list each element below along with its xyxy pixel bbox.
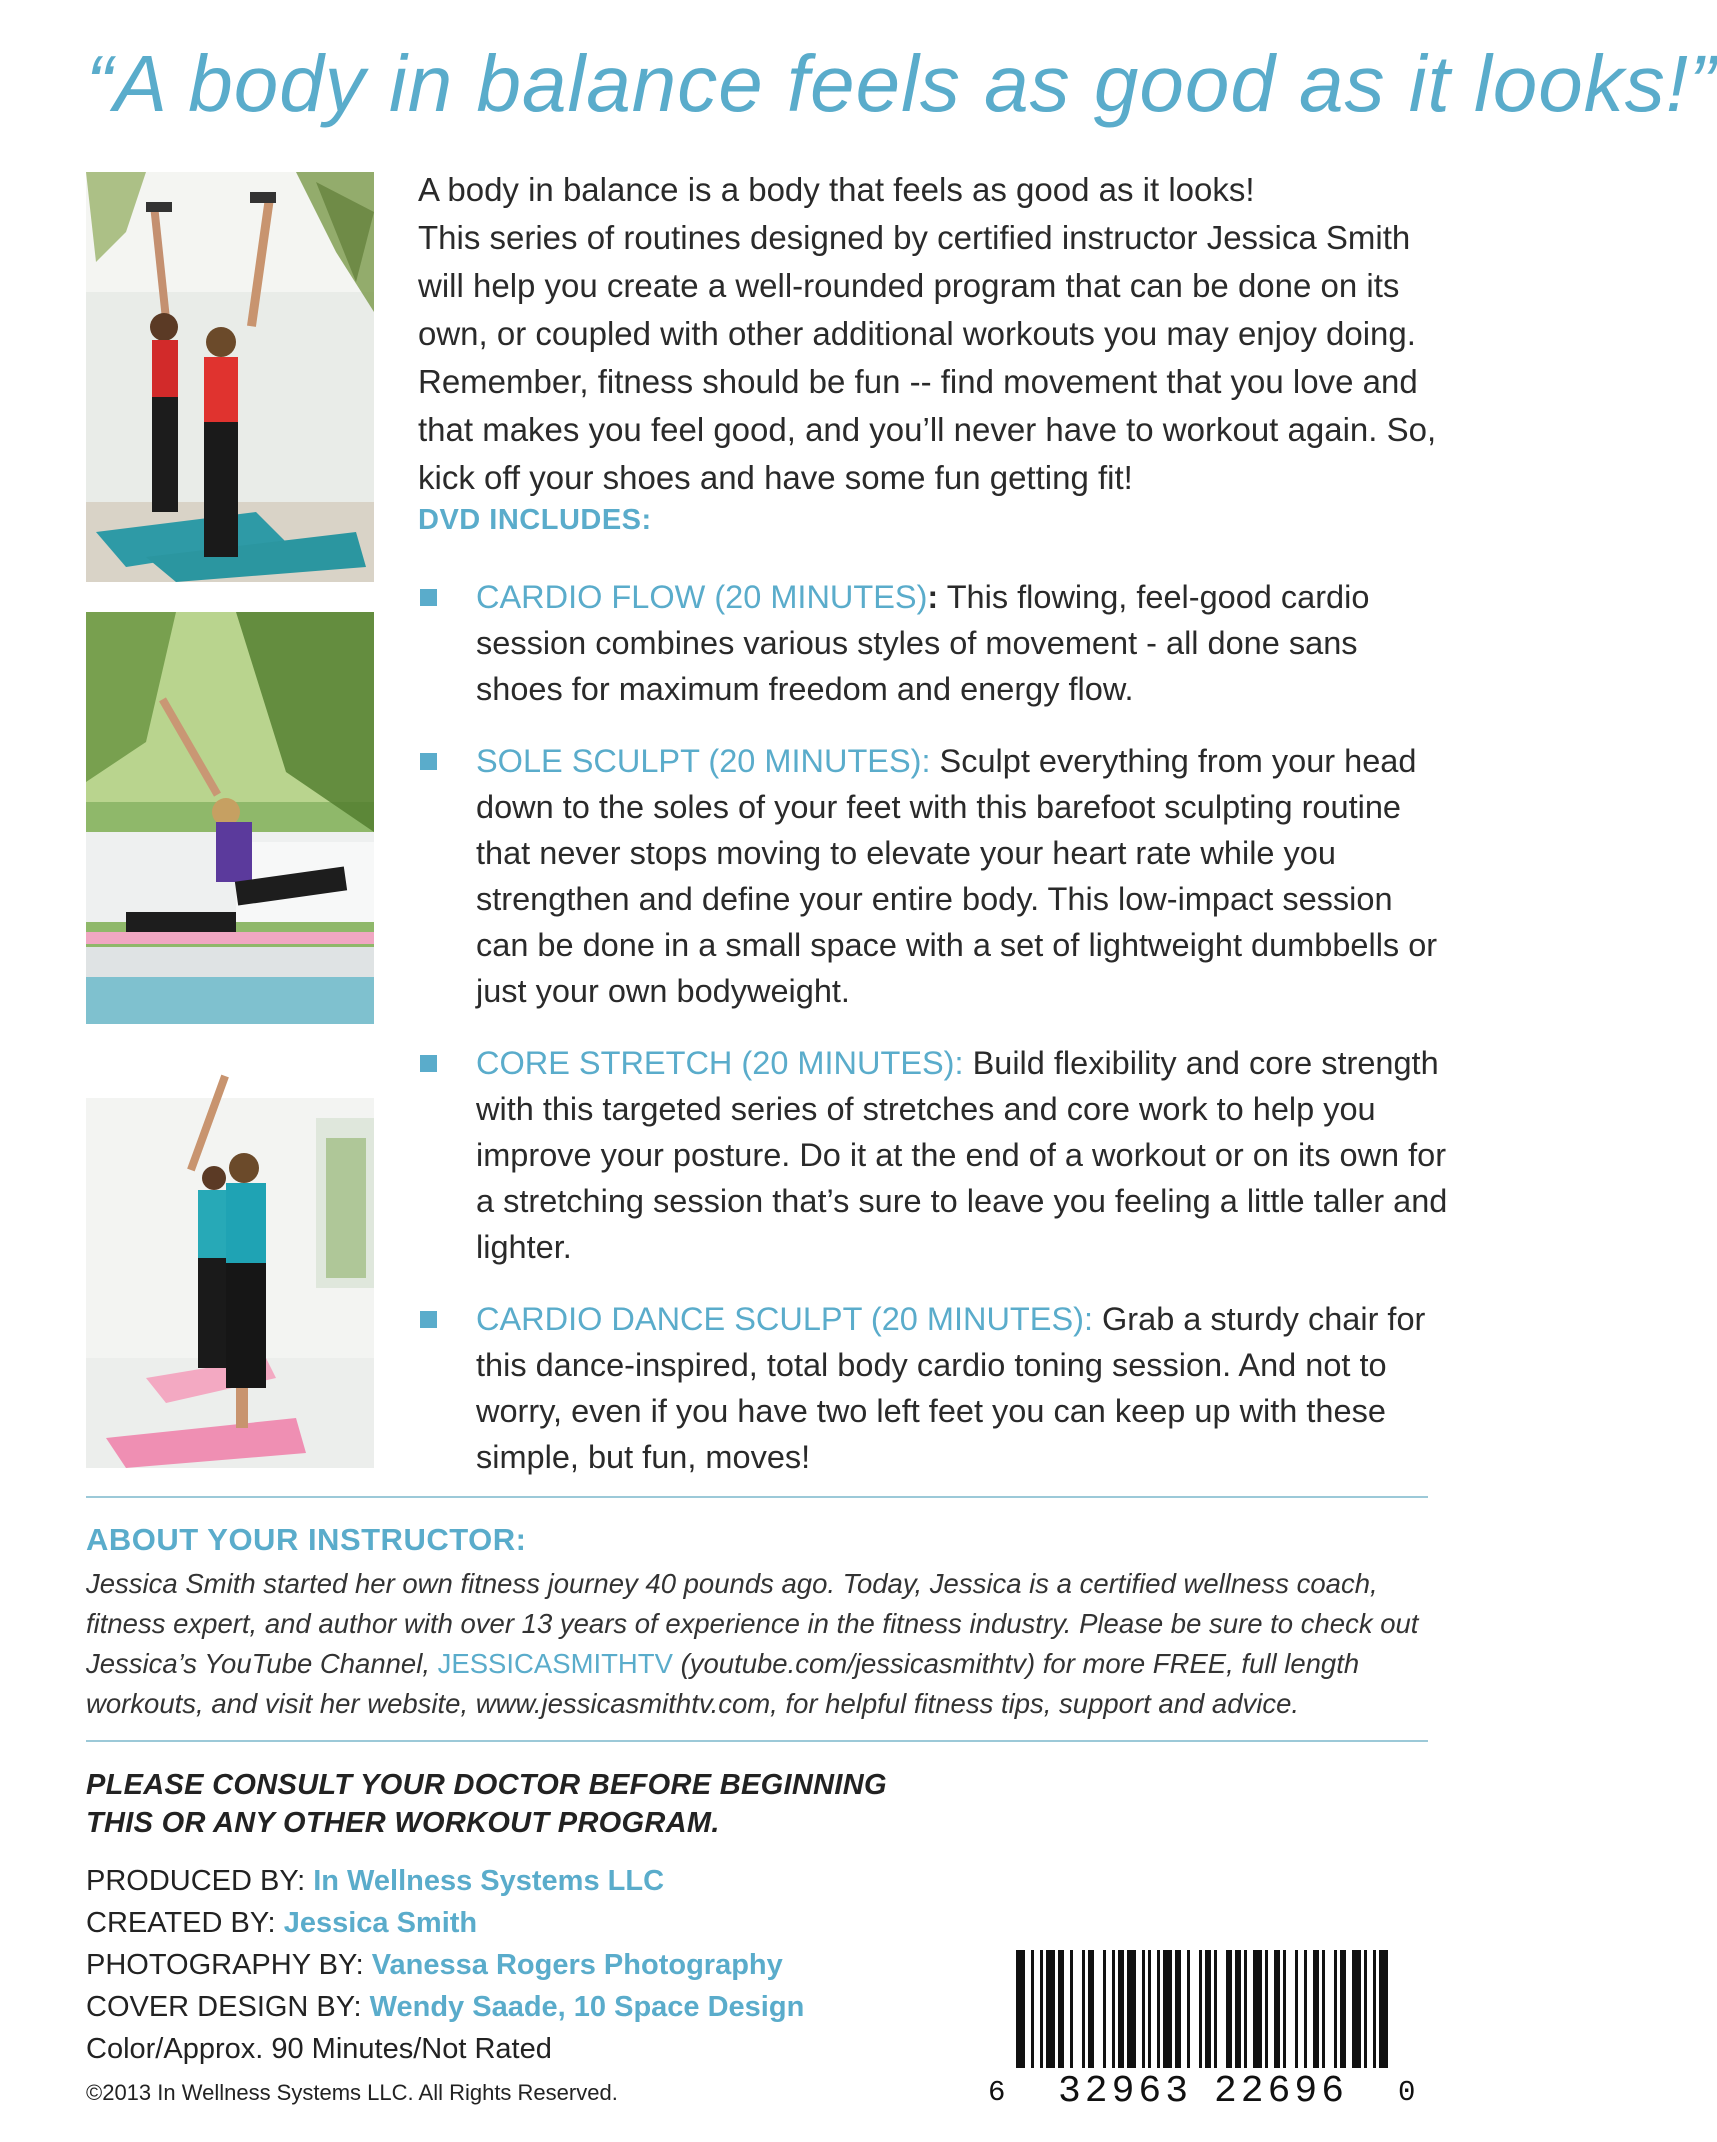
bullet-square-icon bbox=[420, 1311, 437, 1328]
barcode-bar bbox=[1103, 1950, 1106, 2068]
youtube-channel-name: JESSICASMITHTV bbox=[437, 1648, 673, 1679]
bullet-square-icon bbox=[420, 753, 437, 770]
credit-value: Wendy Saade, 10 Space Design bbox=[369, 1991, 805, 2023]
barcode-digits-group-1: 32963 bbox=[1058, 2070, 1193, 2113]
barcode-bar bbox=[1253, 1950, 1262, 2068]
barcode-bar bbox=[1283, 1950, 1286, 2068]
barcode-bars bbox=[1016, 1950, 1388, 2068]
warning-line-2: THIS OR ANY OTHER WORKOUT PROGRAM. bbox=[86, 1807, 720, 1839]
barcode-bar bbox=[1118, 1950, 1124, 2068]
barcode-bar bbox=[1199, 1950, 1202, 2068]
intro-paragraph bbox=[418, 166, 1438, 502]
credit-label: PRODUCED BY: bbox=[86, 1865, 314, 1897]
barcode-bar bbox=[1082, 1950, 1085, 2068]
barcode-bar bbox=[1304, 1950, 1307, 2068]
upc-barcode bbox=[988, 1950, 1428, 2113]
headline: “A body in balance feels as good as it looks!” bbox=[86, 39, 1717, 128]
credit-value: Jessica Smith bbox=[283, 1907, 478, 1939]
bullet-square-icon bbox=[420, 589, 437, 606]
item-text: This flowing, feel-good cardio session combines various styles of movement - all done sans shoes for maximum freedom and energy flow. bbox=[476, 579, 1370, 707]
barcode-bar bbox=[1187, 1950, 1190, 2068]
doctor-consult-warning bbox=[86, 1766, 887, 1842]
barcode-bar bbox=[1148, 1950, 1151, 2068]
barcode-bar bbox=[1112, 1950, 1115, 2068]
barcode-bar bbox=[1157, 1950, 1160, 2068]
divider bbox=[86, 1496, 1428, 1498]
barcode-bar bbox=[1334, 1950, 1337, 2068]
barcode-bar bbox=[1058, 1950, 1064, 2068]
barcode-bar bbox=[1295, 1950, 1298, 2068]
barcode-digit-left: 6 bbox=[988, 2076, 1006, 2109]
dvd-includes-heading: DVD INCLUDES: bbox=[418, 504, 652, 536]
credit-created-by bbox=[86, 1907, 477, 1940]
barcode-bar bbox=[1175, 1950, 1181, 2068]
about-text-after: (youtube.com/jessicasmithtv) for more FREE, full length workouts, and visit her website, www.jessicasmithtv.com, for helpful fitness tips, support and advice. bbox=[86, 1648, 1360, 1719]
item-text: Grab a sturdy chair for this dance-inspired, total body cardio toning session. And not to worry, even if you have two left feet you can keep up with these simple, but fun, moves! bbox=[476, 1301, 1426, 1475]
bullet-square-icon bbox=[420, 1055, 437, 1072]
item-title: SOLE SCULPT (20 MINUTES): bbox=[476, 743, 931, 779]
dvd-item-sole-sculpt bbox=[418, 738, 1448, 1014]
barcode-bar bbox=[1322, 1950, 1325, 2068]
runtime-rating: Color/Approx. 90 Minutes/Not Rated bbox=[86, 2033, 552, 2065]
dvd-item-core-stretch bbox=[418, 1040, 1448, 1270]
credit-value: Vanessa Rogers Photography bbox=[371, 1949, 783, 1981]
credit-label: COVER DESIGN BY: bbox=[86, 1991, 370, 2023]
barcode-bar bbox=[1364, 1950, 1367, 2068]
intro-line-2: This series of routines designed by certified instructor Jessica Smith will help you create a well-rounded program that can be done on its own, or coupled with other additional workouts you may enjoy doing. Remember, fitness should be fun -- find movement that you love and that makes you feel good, and you’ll never have to workout again. So, kick off your shoes and have some fun getting fit! bbox=[418, 219, 1437, 496]
barcode-bar bbox=[1244, 1950, 1247, 2068]
credit-value: In Wellness Systems LLC bbox=[313, 1865, 665, 1897]
photo-dumbbell-workout bbox=[86, 172, 374, 582]
dvd-item-cardio-dance-sculpt bbox=[418, 1296, 1448, 1480]
item-title-sep: : bbox=[927, 579, 939, 615]
item-title: CORE STRETCH (20 MINUTES): bbox=[476, 1045, 964, 1081]
barcode-bar bbox=[1340, 1950, 1346, 2068]
barcode-bar bbox=[1265, 1950, 1268, 2068]
barcode-bar bbox=[1046, 1950, 1055, 2068]
about-instructor-text bbox=[86, 1564, 1436, 1724]
credit-label: PHOTOGRAPHY BY: bbox=[86, 1949, 372, 1981]
barcode-bar bbox=[1214, 1950, 1217, 2068]
barcode-bar bbox=[1070, 1950, 1073, 2068]
about-text-before: Jessica Smith started her own fitness journey 40 pounds ago. Today, Jessica is a certified wellness coach, fitness expert, and author with over 13 years of experience in the fitness industry. Please be sure to check out Jessica’s YouTube Channel, bbox=[86, 1568, 1419, 1679]
photo-dance-sculpt bbox=[86, 1058, 374, 1468]
credit-produced-by bbox=[86, 1865, 664, 1898]
barcode-bar bbox=[1031, 1950, 1034, 2068]
barcode-bar bbox=[1040, 1950, 1043, 2068]
barcode-bar bbox=[1205, 1950, 1211, 2068]
barcode-bar bbox=[1274, 1950, 1280, 2068]
barcode-bar bbox=[1352, 1950, 1361, 2068]
barcode-digit-right: 0 bbox=[1398, 2076, 1416, 2109]
barcode-bar bbox=[1127, 1950, 1136, 2068]
barcode-bar bbox=[1142, 1950, 1145, 2068]
item-text: Sculpt everything from your head down to the soles of your feet with this barefoot sculpting routine that never stops moving to elevate your heart rate while you strengthen and define your entire body. This low-impact session can be done in a small space with a set of lightweight dumbbells or just your own bodyweight. bbox=[476, 743, 1438, 1009]
dvd-item-cardio-flow bbox=[418, 574, 1448, 712]
item-text: Build flexibility and core strength with this targeted series of stretches and core work to help you improve your posture. Do it at the end of a workout or on its own for a stretching session that’s sure to leave you feeling a little taller and lighter. bbox=[476, 1045, 1448, 1265]
barcode-bar bbox=[1379, 1950, 1388, 2068]
barcode-bar bbox=[1373, 1950, 1376, 2068]
item-title: CARDIO DANCE SCULPT (20 MINUTES): bbox=[476, 1301, 1093, 1337]
intro-line-1: A body in balance is a body that feels as good as it looks! bbox=[418, 171, 1255, 208]
barcode-bar bbox=[1163, 1950, 1172, 2068]
credit-cover-design-by bbox=[86, 1991, 804, 2024]
barcode-bar bbox=[1088, 1950, 1094, 2068]
barcode-bar bbox=[1313, 1950, 1319, 2068]
warning-line-1: PLEASE CONSULT YOUR DOCTOR BEFORE BEGINNING bbox=[86, 1769, 887, 1801]
photo-lunge-stretch bbox=[86, 612, 374, 1024]
barcode-bar bbox=[1016, 1950, 1025, 2068]
copyright-notice: ©2013 In Wellness Systems LLC. All Rights Reserved. bbox=[86, 2080, 618, 2105]
credit-label: CREATED BY: bbox=[86, 1907, 284, 1939]
barcode-bar bbox=[1226, 1950, 1232, 2068]
divider bbox=[86, 1740, 1428, 1742]
barcode-digits-group-2: 22696 bbox=[1214, 2070, 1349, 2113]
item-title: CARDIO FLOW (20 MINUTES) bbox=[476, 579, 928, 615]
credit-photography-by bbox=[86, 1949, 783, 1982]
about-instructor-heading: ABOUT YOUR INSTRUCTOR: bbox=[86, 1522, 527, 1557]
barcode-bar bbox=[1235, 1950, 1241, 2068]
